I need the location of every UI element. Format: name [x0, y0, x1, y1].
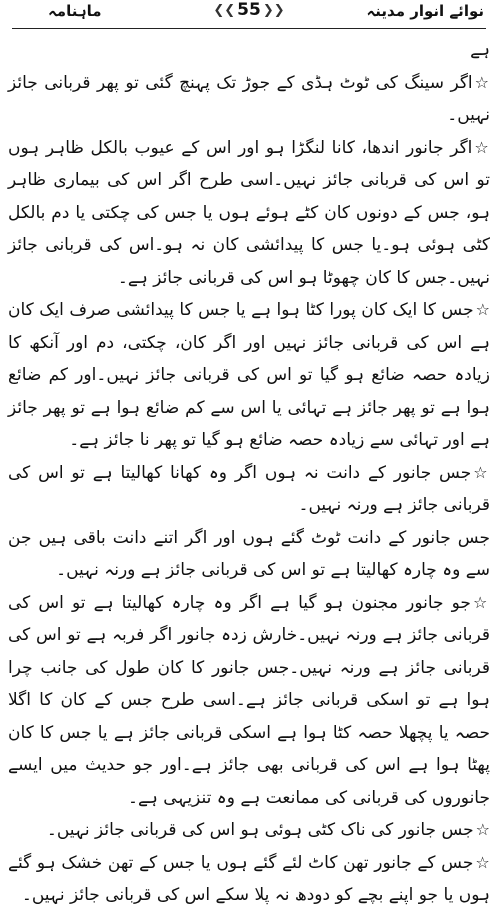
- paragraph: [8, 294, 490, 457]
- star-icon: ☆: [474, 137, 491, 157]
- star-icon: ☆: [475, 852, 490, 872]
- page-number-box: [213, 0, 284, 20]
- magazine-name: نوائے انوار مدینہ: [366, 2, 484, 20]
- paragraph-text: جس جانور کے دانت نہ ہوں اگر وہ کھانا کھالیتا ہے تو اس کی قربانی جائز ہے ورنہ نہیں۔: [8, 462, 490, 515]
- paragraph: [8, 522, 490, 587]
- paragraph-text: جس جانور کی ناک کٹی ہوئی ہو اس کی قربانی جائز نہیں۔: [46, 820, 474, 840]
- star-icon: ☆: [472, 592, 491, 612]
- page-number: 55: [237, 0, 261, 20]
- paragraph-text: جس کے جانور تھن کاٹ لئے گئے ہوں یا جس کے تھن خشک ہو گئے ہوں یا جو اپنے بچے کو دودھ نہ پلا سکے اس کی قربانی جائز نہیں۔: [8, 852, 490, 905]
- paragraph-text: جو جانور مجنون ہو گیا ہے اگر وہ چارہ کھالیتا ہے تو اس کی قربانی جائز ہے ورنہ نہیں۔خارش زدہ جانور اگر فربہ ہے تو اس کی قربانی جائز ہے ورنہ نہیں۔جس جانور کا کان طول کی جانب چرا ہوا ہے تو اسکی قربانی جائز ہے۔اسی طرح جس کے کان کا اگلا حصہ یا پچھلا حصہ کٹا ہوا ہے اسکی قربانی جائز ہے یا جس کا کان پھٹا ہوا ہے اس کی قربانی بھی جائز ہے۔اور جو حدیث میں ایسے جانوروں کی قربانی کی ممانعت ہے وہ تنزیہی ہے۔: [8, 592, 490, 808]
- paragraph: [8, 847, 490, 912]
- magazine-frequency: ماہنامہ: [48, 2, 102, 20]
- paragraph: [8, 814, 490, 847]
- article-body: [8, 32, 490, 912]
- star-icon: ☆: [475, 820, 490, 839]
- paragraph: [8, 132, 490, 295]
- paragraph-text: جس جانور کے دانت ٹوٹ گئے ہوں اور اگر اتنے دانت باقی ہیں جن سے وہ چارہ کھالیتا ہے تو اس کی قربانی جائز ہے ورنہ نہیں۔: [8, 527, 490, 580]
- star-icon: ☆: [474, 72, 491, 92]
- paragraph: [8, 67, 490, 132]
- paragraph-text: اگر سینگ کی ٹوٹ ہڈی کے جوڑ تک پہنچ گئی تو پھر قربانی جائز نہیں۔: [8, 72, 490, 125]
- paragraph-text: جس کا ایک کان پورا کٹا ہوا ہے یا جس کا پیدائشی صرف ایک کان ہے اس کی قربانی جائز نہیں اور اگر کان، چکتی، دم اور آنکھ کا زیادہ حصہ ضائع ہو گیا تو اس کی قربانی جائز نہیں۔اور کم ضائع ہوا ہے تو پھر جائز ہے تہائی یا اس سے کم ضائع ہوا ہے تو پھر جائز ہے اور تہائی سے زیادہ حصہ ضائع ہو گیا تو پھر نا جائز ہے۔: [8, 300, 490, 450]
- star-icon: ☆: [473, 462, 491, 482]
- header-divider: [12, 28, 486, 29]
- paragraph: [8, 587, 490, 815]
- ornament-right-icon: ❯❯: [262, 2, 285, 18]
- ornament-left-icon: ❮❮: [213, 2, 236, 18]
- paragraph-text: اگر جانور اندھا، کانا لنگڑا ہو اور اس کے عیوب بالکل ظاہر ہوں تو اس کی قربانی جائز نہیں۔اسی طرح اگر اس کی بیماری ظاہر ہو، جس کے دونوں کان کٹے ہوئے ہوں یا جس کی چکتی یا دم بالکل کٹی ہوئی ہو۔یا جس کا پیدائشی کان نہ ہو۔اس کی قربانی جائز نہیں۔جس کا کان چھوٹا ہو اس کی قربانی جائز ہے۔: [8, 137, 490, 288]
- star-icon: ☆: [475, 300, 491, 319]
- page-header: [8, 0, 490, 32]
- paragraph: [8, 457, 490, 522]
- paragraph-text: ہے: [470, 40, 490, 60]
- paragraph: [8, 34, 490, 67]
